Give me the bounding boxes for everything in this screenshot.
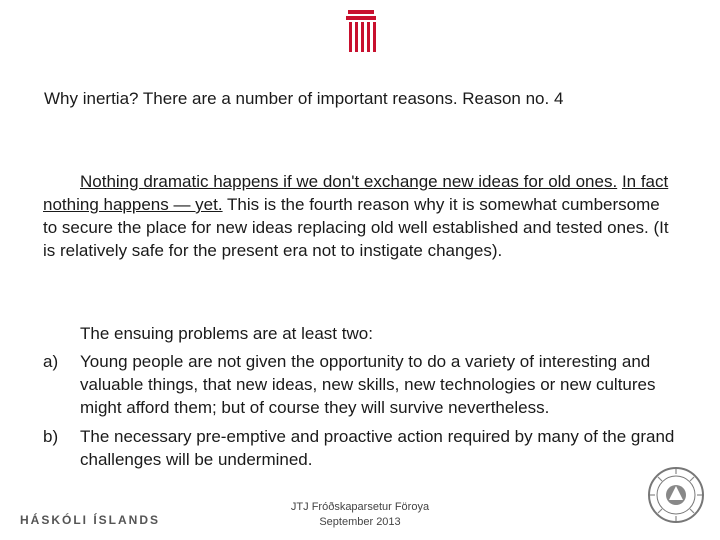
- list-marker: a): [43, 352, 59, 371]
- university-name: HÁSKÓLI ÍSLANDS: [20, 513, 161, 527]
- footer-credit: [260, 500, 460, 530]
- university-columns-icon: [346, 10, 376, 54]
- paragraph-underlined-text-2: In fact nothing happens — yet.: [43, 172, 669, 214]
- list-marker: b): [43, 427, 59, 446]
- footer-credit-line-2: September 2013: [319, 516, 401, 528]
- paragraph-underlined-text-1: Nothing dramatic happens if we don't exchange new ideas for old ones.: [80, 172, 618, 191]
- slide-title: Why inertia? There are a number of important reasons. Reason no. 4: [44, 89, 564, 108]
- problems-list: [43, 350, 675, 477]
- list-item: [43, 350, 675, 419]
- list-item-text: Young people are not given the opportunity to do a variety of interesting and valuable things, that new ideas, new skills, new technologies or new cultures might afford them; but of course they will survive nevertheless.: [80, 352, 656, 417]
- university-seal-icon: [647, 466, 705, 524]
- list-item-text: The necessary pre-emptive and proactive action required by many of the grand challenges will be undermined.: [80, 427, 675, 469]
- body-paragraph: [43, 170, 675, 262]
- header-bar: [0, 0, 720, 60]
- paragraph-text: This is the fourth reason why it is somewhat cumbersome to secure the place for new ideas replacing old well established and tested ones. (It is relatively safe for the present era not to instigate changes).: [43, 195, 669, 260]
- problems-lead: The ensuing problems are at least two:: [80, 324, 373, 343]
- list-item: [43, 425, 675, 471]
- footer-credit-line-1: JTJ Fróðskaparsetur Föroya: [290, 501, 430, 513]
